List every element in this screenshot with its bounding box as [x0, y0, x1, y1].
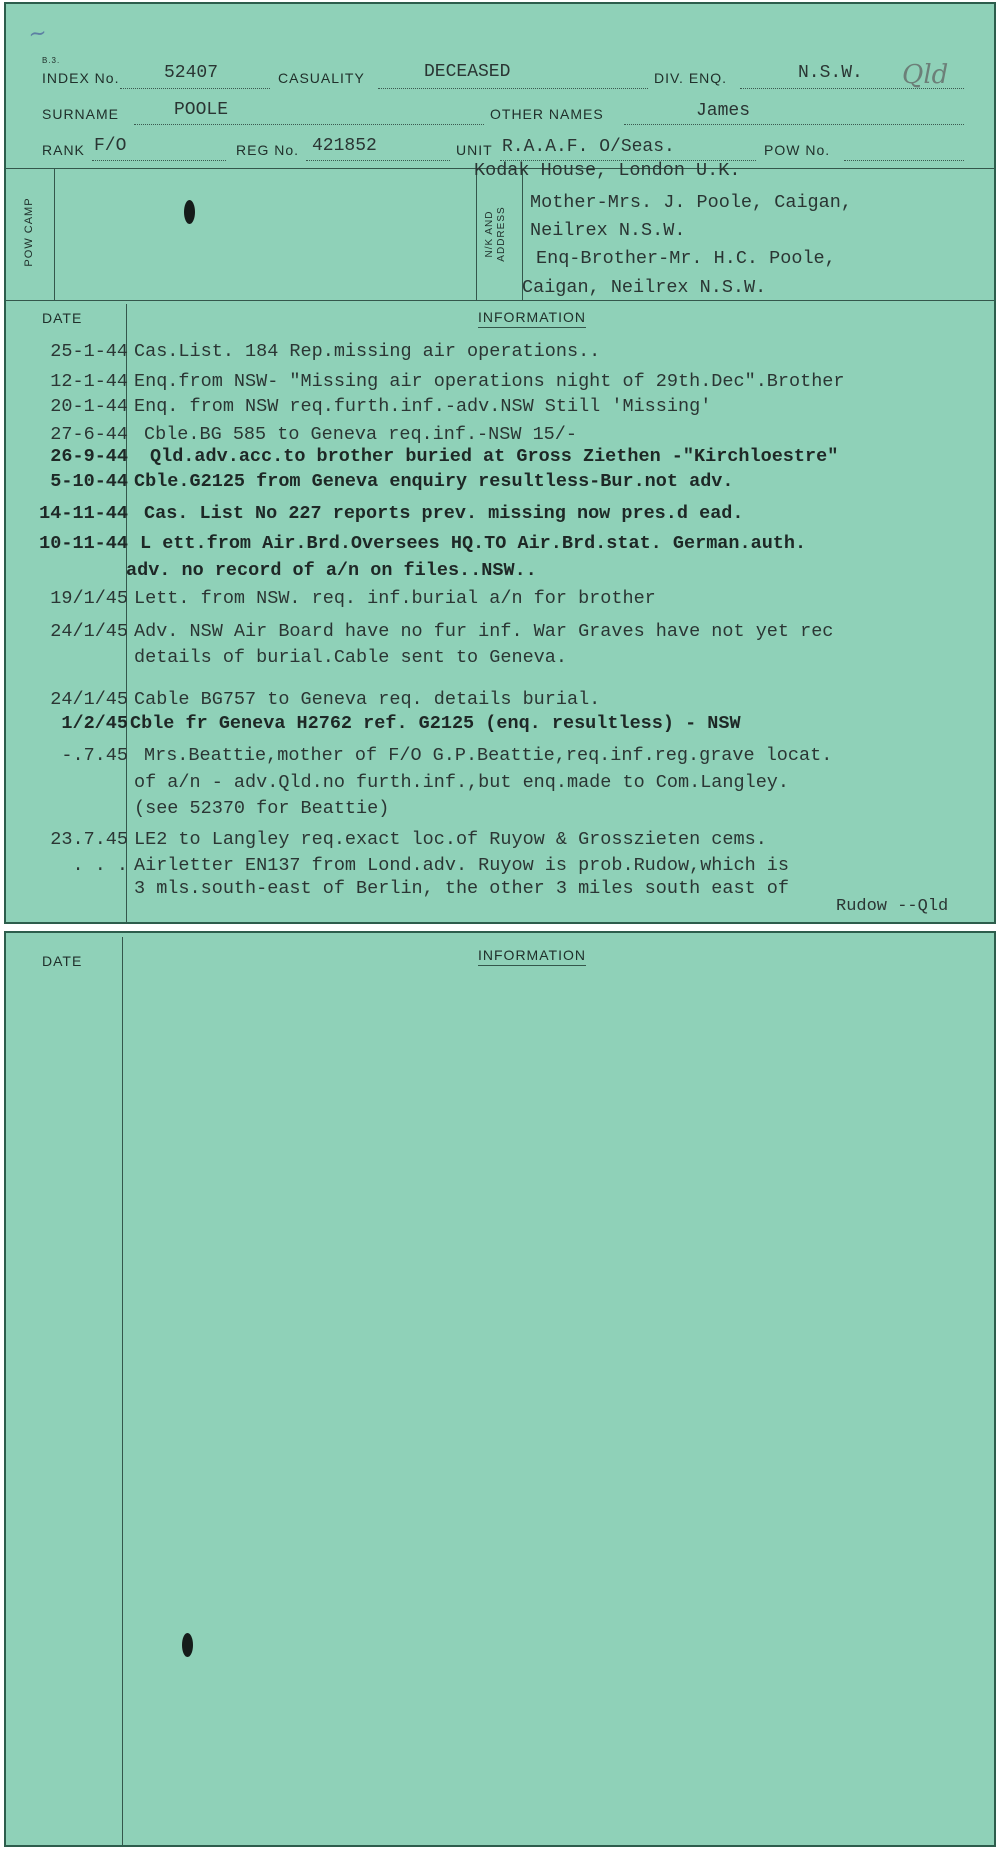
unit-value: R.A.A.F. O/Seas.	[502, 137, 675, 157]
nok-address-line: Neilrex N.S.W.	[530, 220, 686, 241]
reg-no-label: REG No.	[236, 142, 300, 158]
div-enq-value: N.S.W.	[798, 63, 863, 83]
nok-address-line: Enq-Brother-Mr. H.C. Poole,	[536, 248, 836, 269]
entry-date: . . .	[72, 855, 128, 876]
entry-text: Cas.List. 184 Rep.missing air operations..	[134, 341, 601, 362]
entry-date: 14-11-44	[39, 503, 128, 524]
entry-date: 24/1/45	[50, 689, 128, 710]
entry-text: of a/n - adv.Qld.no furth.inf.,but enq.made to Com.Langley.	[134, 772, 790, 793]
date-column-header: DATE	[42, 953, 83, 969]
other-names-label: OTHER NAMES	[490, 106, 604, 122]
nok-address-line: Kodak House, London U.K.	[474, 160, 741, 181]
entry-date: 27-6-44	[50, 424, 128, 445]
pow-no-dotted-line	[844, 160, 964, 161]
entry-date: 10-11-44	[39, 533, 128, 554]
entry-date: 25-1-44	[50, 341, 128, 362]
rank-value: F/O	[94, 136, 127, 156]
pow-camp-label: POW CAMP	[23, 197, 35, 267]
entry-date: 1/2/45	[61, 713, 128, 734]
entry-text: adv. no record of a/n on files..NSW..	[126, 560, 537, 581]
nok-label-line2: ADDRESS	[496, 206, 507, 262]
casualty-dotted-line	[378, 88, 648, 89]
entry-text: (see 52370 for Beattie)	[134, 798, 390, 819]
rank-dotted-line	[92, 160, 226, 161]
entry-date: -.7.45	[61, 745, 128, 766]
entry-text: Cble fr Geneva H2762 ref. G2125 (enq. resultless) - NSW	[130, 713, 741, 734]
other-names-value: James	[696, 101, 751, 121]
entry-text: L ett.from Air.Brd.Oversees HQ.TO Air.Brd.stat. German.auth.	[140, 533, 807, 554]
reg-no-value: 421852	[312, 136, 377, 156]
entry-text: 3 mls.south-east of Berlin, the other 3 miles south east of	[134, 878, 790, 899]
ink-stamp-mark: ~	[26, 20, 49, 48]
casualty-value: DECEASED	[424, 62, 511, 82]
nok-address-line: Mother-Mrs. J. Poole, Caigan,	[530, 192, 852, 213]
entry-text: Enq.from NSW- "Missing air operations night of 29th.Dec".Brother	[134, 371, 845, 392]
entry-text: LE2 to Langley req.exact loc.of Ruyow & Grosszieten cems.	[134, 829, 767, 850]
date-column-header: DATE	[42, 310, 83, 326]
box-bottom-rule	[6, 300, 994, 301]
reg-no-dotted-line	[306, 160, 450, 161]
entry-date: 24/1/45	[50, 621, 128, 642]
information-column-header: INFORMATION	[478, 309, 586, 328]
entry-date: 23.7.45	[50, 829, 128, 850]
nok-address-line: Caigan, Neilrex N.S.W.	[522, 277, 767, 298]
nok-label-line1: N/K AND	[484, 210, 495, 258]
pow-no-label: POW No.	[764, 142, 831, 158]
index-dotted-line	[120, 88, 270, 89]
other-names-dotted-line	[624, 124, 964, 125]
rank-label: RANK	[42, 142, 85, 158]
entry-text: Qld.adv.acc.to brother buried at Gross Ziethen -"Kirchloestre"	[150, 446, 839, 467]
entry-text: Airletter EN137 from Lond.adv. Ruyow is prob.Rudow,which is	[134, 855, 790, 876]
entry-text: Rudow --Qld	[836, 897, 949, 916]
pow-camp-divider	[54, 168, 55, 300]
entry-text: Cble.G2125 from Geneva enquiry resultless-Bur.not adv.	[134, 471, 734, 492]
entry-date: 19/1/45	[50, 588, 128, 609]
surname-value: POOLE	[174, 100, 229, 120]
entry-text: Enq. from NSW req.furth.inf.-adv.NSW Still 'Missing'	[134, 396, 712, 417]
index-label: INDEX No.	[42, 70, 120, 86]
surname-label: SURNAME	[42, 106, 120, 122]
record-card-front	[4, 2, 996, 924]
entry-text: Lett. from NSW. req. inf.burial a/n for brother	[134, 588, 656, 609]
index-value: 52407	[164, 63, 219, 83]
form-code: B.3.	[42, 56, 61, 65]
date-column-divider	[122, 937, 123, 1845]
surname-dotted-line	[134, 124, 484, 125]
entry-date: 20-1-44	[50, 396, 128, 417]
casualty-label: CASUALITY	[278, 70, 365, 86]
div-enq-label: DIV. ENQ.	[654, 70, 728, 86]
entry-text: Cable BG757 to Geneva req. details burial.	[134, 689, 601, 710]
entry-text: Adv. NSW Air Board have no fur inf. War Graves have not yet rec	[134, 621, 834, 642]
record-card-back	[4, 931, 996, 1847]
entry-text: Cble.BG 585 to Geneva req.inf.-NSW 15/-	[144, 424, 577, 445]
entry-date: 12-1-44	[50, 371, 128, 392]
nok-address-label	[484, 198, 508, 270]
entry-text: details of burial.Cable sent to Geneva.	[134, 647, 567, 668]
entry-date: 26-9-44	[50, 446, 128, 467]
entry-text: Cas. List No 227 reports prev. missing now pres.d ead.	[144, 503, 744, 524]
punch-hole	[182, 1633, 193, 1657]
div-enq-handwritten: Qld	[902, 60, 949, 90]
entry-date: 5-10-44	[50, 471, 128, 492]
nok-left-divider	[476, 168, 477, 300]
punch-hole	[184, 200, 195, 224]
unit-label: UNIT	[456, 142, 493, 158]
entry-text: Mrs.Beattie,mother of F/O G.P.Beattie,req.inf.reg.grave locat.	[144, 745, 833, 766]
information-column-header: INFORMATION	[478, 947, 586, 966]
